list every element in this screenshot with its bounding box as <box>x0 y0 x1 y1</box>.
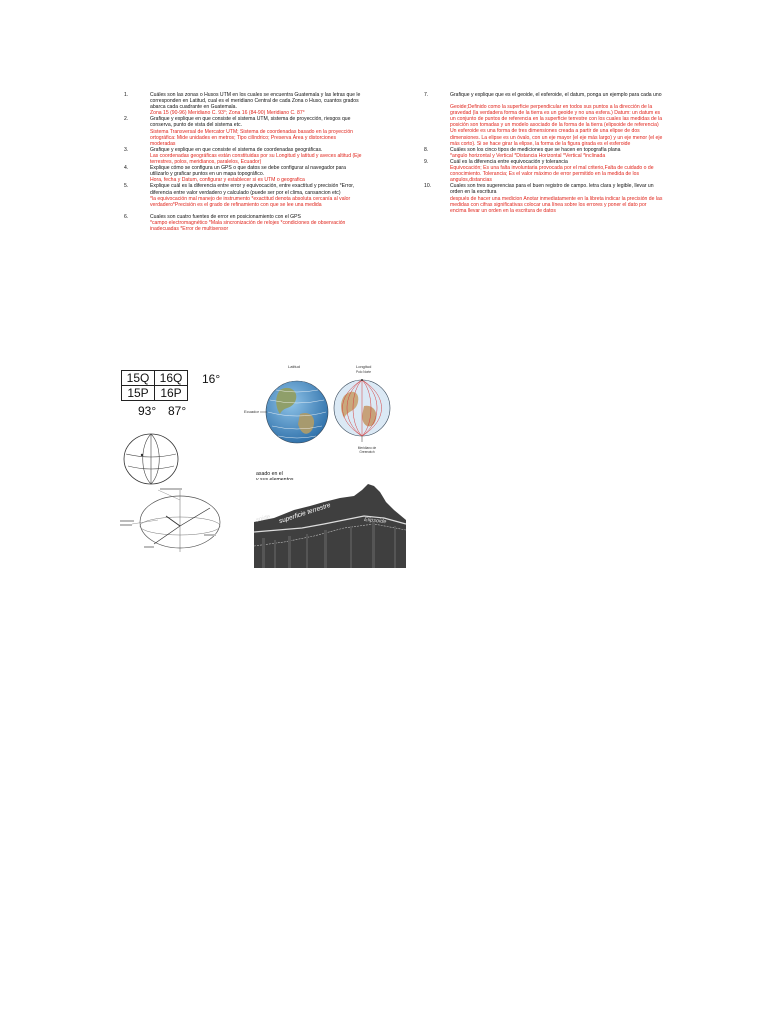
answer-text: Geoide;Definido como la superficie perpendicular en todos sus puntos a la dirección de la gravedad (la verdadera forma de la tierra es un geoide y no una esfera.) Datum: un datum es un conjunto de puntos de referencia en la superficie terrestre con los cuales las medidas de la posición son tomadas y un modelo asociado de la forma de la tierra (elipsoide de referencia) Un esferoide es una forma de tres dimensiones creada a partir de una elipse de dos dimensiones. La elipse es un óvalo, con un eje mayor (el eje más largo) y un eje menor (el eje más corto). Si se hace girar la elipse, la forma de la figura girada es el esferoide <box>450 104 663 147</box>
question-item <box>124 92 362 116</box>
question-number: 2. <box>124 116 129 123</box>
utm-zone-table <box>121 370 188 401</box>
question-number: 7. <box>424 92 429 98</box>
latitude-longitude-globes <box>240 362 400 456</box>
question-text: Explique cuál es la diferencia entre error y equivocación, entre exactitud y precisión *Error, diferencia entre valor verdadero y calculado (puede ser por el clima, cansancion etc) <box>150 183 355 196</box>
question-number: 6. <box>124 213 129 220</box>
globe-label-longitude: Longitud <box>356 364 372 369</box>
question-item <box>424 183 664 213</box>
globe-label-equator: Ecuador <box>244 409 259 414</box>
globe-label-latitude: Latitud <box>288 364 301 369</box>
question-number: 1. <box>124 92 129 98</box>
question-item <box>424 159 664 183</box>
right-question-column <box>424 92 664 214</box>
utm-cell: 15P <box>122 386 155 401</box>
globe-label-north-pole: Polo Norte <box>356 370 372 374</box>
utm-cell: 16Q <box>155 371 188 386</box>
meridian-label: 93° <box>138 404 157 418</box>
question-item <box>124 183 362 207</box>
answer-text: después de hacer una medicion Anotar inmediatamente en la libreta indicar la precisión de las medidas con cifras significativas colocar una línea sobre los errores y poner el dato por encima llevar un orden en la escritura de datos <box>450 195 663 214</box>
question-text: Grafique y explique que es el geoide, el esferoide, el datum, ponga un ejemplo para cada uno <box>450 92 662 98</box>
ellipsoid-label: Elipsoide <box>363 516 387 526</box>
meridian-label: 87° <box>168 404 187 418</box>
answer-text: Sistema Transversal de Mercator UTM; Sistema de coordenadas basado en la proyección ortográfica: Mide unidades en metros; Tipo cilíndrico; Preserva Área y distorciones moderadas <box>150 128 353 147</box>
question-item <box>124 116 362 146</box>
utm-sketch-globe <box>120 430 182 488</box>
left-question-column <box>124 92 362 232</box>
answer-text: Zona 15 (90-96) Meridiano C. 93°; Zona 16 (84-90) Meridiano C. 87° <box>150 110 305 117</box>
question-item <box>124 147 362 165</box>
question-item <box>124 214 362 232</box>
answer-text: Las coordenadas geográficas están constituidas por su Longitud y latitud y aveces altitud (Eje terrestres, polos, meridianos, paralelos, Ecuador) <box>150 152 362 166</box>
question-item <box>424 92 664 147</box>
question-text: Grafique y explique en que consiste el sistema de coordenadas geográficas. <box>150 146 323 153</box>
question-number: 3. <box>124 146 129 153</box>
question-number: 10. <box>424 183 432 190</box>
answer-text: Hora, fecha y Datum, configurar y establecer si es UTM o geografica <box>150 177 305 184</box>
question-text: Cuáles son las zonas o Husos UTM en los cuales se encuentra Guatemala y las letras que le corresponden en Latitud, cual es el meridiano Central de cada Zona o Huso, cuantos grados abarca cada cuadrante en Guatemala. <box>150 92 361 111</box>
globe-label-prime-meridian: Meridiano de Greenwich <box>357 446 377 454</box>
question-text: Explique cómo se configura un GPS o que datos se debe configurar al navegador para utilizarlo y graficar puntos en un mapa topográfico. <box>150 165 346 178</box>
utm-grid <box>121 370 188 401</box>
question-text: Cuáles son los cinco tipos de mediciones que se hacen en topografía plana <box>450 146 621 153</box>
geoid-caption-line: asado en el <box>256 471 283 477</box>
question-number: 4. <box>124 165 129 172</box>
answer-text: *la equivocación mal manejo de instrumento *exactitud denota absoluta cercanía al valor verdadero*Precisión es el grado de refinamiento con que se lee una medida <box>150 195 351 208</box>
answer-text: *campo electromagnético *Mala sincronización de relojes *condiciones de observación inadecuadas *Error de multisensor <box>150 219 346 232</box>
answer-text: *angulo horizontal y Vertical *Distancia Horizontal *Vertical *inclinada <box>450 152 606 159</box>
question-item <box>124 165 362 183</box>
coordinate-sphere-diagram <box>118 486 228 556</box>
latitude-label: 16° <box>202 372 221 386</box>
geoid-label: soide <box>255 514 271 524</box>
question-text: Cuál es la diferencia entre equivocación y tolerancia <box>450 158 568 165</box>
question-number: 5. <box>124 183 129 190</box>
question-text: Cuales son tres sugerencias para el buen registro de campo. letra clara y legible, llevar un orden en la escritura <box>450 183 654 196</box>
question-number: 8. <box>424 146 429 153</box>
utm-cell: 16P <box>155 386 188 401</box>
question-text: Grafique y explique en que consiste el sistema UTM, sistema de proyección, riesgos que conserva, punto de vista del sistema etc. <box>150 116 351 129</box>
question-number: 9. <box>424 158 429 165</box>
utm-cell: 15Q <box>122 371 155 386</box>
question-item <box>424 147 664 159</box>
answer-text: Equivocación; Es una falta involuntaria provocada por el mal criterio,Falta de cuidado o de conocimiento. Tolerancia; Es el valor máximo de error permitido en la medida de los angulos,distancias <box>450 165 654 184</box>
terrain-surface-label: superficie terrestre <box>278 501 332 526</box>
question-text: Cuales son cuatro fuentes de error en posicionamiento con el GPS <box>150 213 301 220</box>
